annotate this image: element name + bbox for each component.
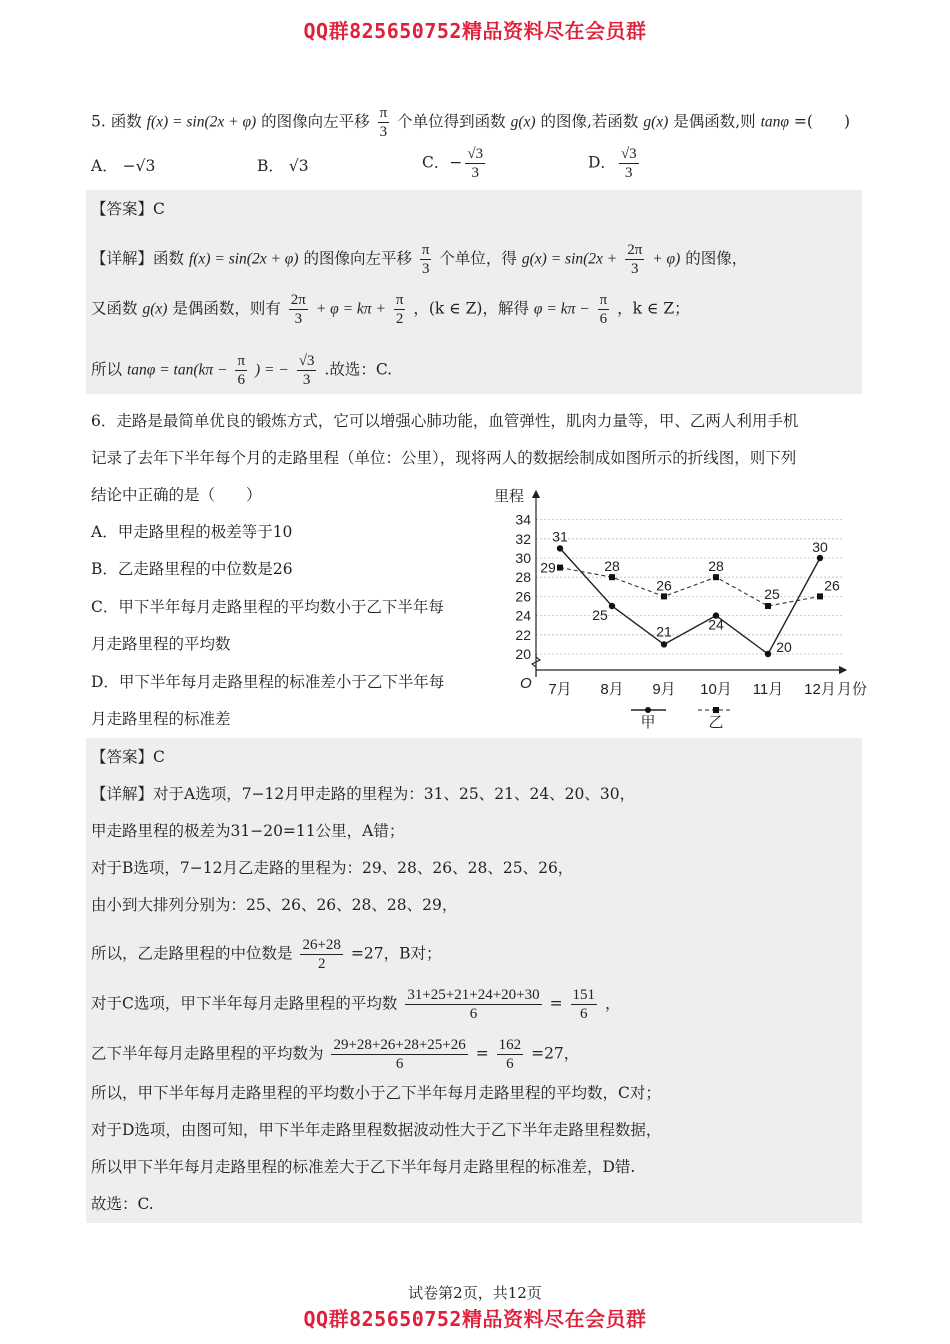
y-tick-30: 30 bbox=[515, 550, 531, 566]
y-tick-28: 28 bbox=[515, 569, 531, 586]
jia-label-2: 21 bbox=[656, 623, 672, 640]
x-tick-5: 12月 bbox=[804, 681, 836, 698]
yi-label-2: 26 bbox=[656, 577, 672, 594]
q5-detail-1: 【详解】函数 f(x) = sin(2x + φ) 的图像向左平移 $\frac{\pi}{3}$ 个单位，得 g(x) = sin(2x + $\frac{2\pi}{3}$ + φ) 的图像， bbox=[91, 242, 748, 277]
walking-distance-chart bbox=[488, 482, 878, 734]
yi-point-1 bbox=[609, 574, 615, 580]
watermark-header: QQ群825650752精品资料尽在会员群 bbox=[303, 19, 647, 43]
jia-label-5: 30 bbox=[812, 539, 828, 555]
y-tick-24: 24 bbox=[515, 607, 531, 624]
q5-option-d: D． $\frac{√3}{3}$ bbox=[588, 146, 637, 181]
q5-detail-3: 所以 tanφ = tan(kπ − $\frac{\pi}{6}$ ) = − $\frac{√3}{3}$ .故选：C. bbox=[91, 353, 393, 388]
yi-label-0: 29 bbox=[540, 559, 556, 576]
x-tick-4: 11月 bbox=[752, 681, 784, 698]
legend-yi-marker bbox=[713, 707, 719, 713]
jia-label-1: 25 bbox=[592, 607, 608, 623]
yi-label-3: 28 bbox=[708, 558, 724, 575]
q5-shift-frac: $\frac{\pi}{3}$ bbox=[379, 105, 388, 140]
q6-detail-8: 所以，甲下半年每月走路里程的平均数小于乙下半年每月走路里程的平均数，C对； bbox=[91, 1084, 661, 1102]
y-tick-32: 32 bbox=[515, 530, 531, 547]
q6-stem-line1: 6．走路是最简单优良的锻炼方式，它可以增强心肺功能，血管弹性，肌肉力量等，甲、乙两人利用手机 bbox=[91, 412, 799, 430]
q5-stem-a: 5. 函数 bbox=[91, 112, 142, 131]
y-tick-20: 20 bbox=[515, 646, 531, 662]
x-axis-title: 月份 bbox=[837, 681, 868, 698]
page-number: 试卷第2页，共12页 bbox=[408, 1284, 542, 1302]
q6-detail-2: 甲走路里程的极差为31−20=11公里，A错； bbox=[91, 822, 405, 840]
yi-label-1: 28 bbox=[604, 558, 620, 575]
q5-gx-2: g(x) bbox=[643, 113, 669, 131]
q6-option-d-2: 月走路里程的标准差 bbox=[91, 710, 231, 728]
q6-detail-4: 由小到大排列分别为：25、26、26、28、28、29， bbox=[91, 896, 458, 914]
q6-option-c-2: 月走路里程的平均数 bbox=[91, 635, 231, 653]
x-tick-3: 10月 bbox=[700, 681, 732, 698]
q6-detail-7: 乙下半年每月走路里程的平均数为 $\frac{29+28+26+28+25+26}{6}$ = $\frac{162}{6}$ =27， bbox=[91, 1037, 580, 1072]
jia-point-4 bbox=[765, 651, 771, 657]
yi-label-5: 26 bbox=[824, 577, 840, 594]
q6-detail-10: 所以甲下半年每月走路里程的标准差大于乙下半年每月走路里程的标准差，D错. bbox=[91, 1158, 636, 1176]
yi-point-4 bbox=[765, 603, 771, 609]
yi-point-5 bbox=[817, 593, 823, 599]
q5-option-a: A． −√3 bbox=[91, 157, 156, 175]
series-yi-line bbox=[560, 568, 820, 606]
q5-option-c: C．− $\frac{√3}{3}$ bbox=[422, 146, 484, 181]
x-tick-1: 8月 bbox=[600, 681, 624, 698]
q5-stem-b: 的图像向左平移 bbox=[261, 112, 370, 131]
q6-detail-6: 对于C选项，甲下半年每月走路里程的平均数 $\frac{31+25+21+24+20+30}{6}$ = $\frac{151}{6}$ ， bbox=[91, 987, 621, 1022]
yi-point-3 bbox=[713, 574, 719, 580]
jia-point-5 bbox=[817, 555, 823, 561]
q6-detail-3: 对于B选项，7−12月乙走路的里程为：29、28、26、28、25、26， bbox=[91, 859, 574, 877]
jia-label-0: 31 bbox=[552, 528, 568, 545]
origin-label: O bbox=[520, 675, 532, 692]
legend-jia-marker bbox=[645, 707, 651, 713]
jia-label-3: 24 bbox=[708, 616, 724, 633]
q5-stem-d: 的图像,若函数 bbox=[540, 112, 639, 131]
q6-detail-1: 【详解】对于A选项，7−12月甲走路的里程为：31、25、21、24、20、30， bbox=[91, 785, 636, 803]
y-tick-34: 34 bbox=[515, 511, 531, 528]
q6-detail-9: 对于D选项，由图可知，甲下半年走路里程数据波动性大于乙下半年走路里程数据， bbox=[91, 1121, 662, 1139]
yi-point-0 bbox=[557, 565, 563, 571]
jia-point-0 bbox=[557, 545, 563, 551]
yi-label-4: 25 bbox=[764, 586, 780, 602]
x-tick-2: 9月 bbox=[652, 681, 676, 698]
q6-option-b: B．乙走路里程的中位数是26 bbox=[91, 560, 293, 578]
q5-func: f(x) = sin(2x + φ) bbox=[146, 113, 257, 131]
x-tick-0: 7月 bbox=[548, 681, 572, 698]
q5-tanphi: tanφ bbox=[760, 113, 789, 131]
q6-detail-11: 故选：C. bbox=[91, 1195, 154, 1213]
q5-answer: 【答案】C bbox=[91, 200, 165, 218]
q5-detail-2: 又函数 g(x) 是偶函数，则有 $\frac{2\pi}{3}$ + φ = kπ + $\frac{\pi}{2}$ ，(k ∈ Z)，解得 φ = kπ − $\frac{\pi}{6}$ ，k ∈ Z； bbox=[91, 292, 690, 327]
q6-answer: 【答案】C bbox=[91, 748, 165, 766]
q6-detail-5: 所以，乙走路里程的中位数是 $\frac{26+28}{2}$ =27，B对； bbox=[91, 937, 442, 972]
q5-stem-f: =( ) bbox=[793, 112, 851, 131]
legend-yi-label: 乙 bbox=[708, 714, 724, 731]
y-tick-26: 26 bbox=[515, 588, 531, 605]
q5-stem bbox=[91, 104, 850, 141]
q5-gx: g(x) bbox=[510, 113, 536, 131]
q6-option-d-1: D．甲下半年每月走路里程的标准差小于乙下半年每 bbox=[91, 673, 445, 691]
yi-point-2 bbox=[661, 593, 667, 599]
legend-jia-label: 甲 bbox=[640, 714, 656, 731]
q6-option-c-1: C．甲下半年每月走路里程的平均数小于乙下半年每 bbox=[91, 598, 444, 616]
q5-stem-c: 个单位得到函数 bbox=[397, 112, 506, 131]
q6-solution-box bbox=[86, 738, 862, 1223]
q6-option-a: A．甲走路里程的极差等于10 bbox=[91, 523, 293, 541]
q5-option-b: B． √3 bbox=[257, 157, 309, 175]
y-tick-22: 22 bbox=[515, 626, 531, 643]
jia-point-1 bbox=[609, 603, 615, 609]
y-axis-title: 里程 bbox=[494, 488, 525, 505]
q5-stem-e: 是偶函数,则 bbox=[673, 112, 756, 131]
q6-stem-line2: 记录了去年下半年每个月的走路里程（单位：公里），现将两人的数据绘制成如图所示的折线图，则下列 bbox=[91, 449, 797, 467]
jia-point-2 bbox=[661, 641, 667, 647]
jia-label-4: 20 bbox=[776, 639, 792, 655]
q6-stem-line3: 结论中正确的是（ ） bbox=[91, 486, 262, 504]
watermark-footer: QQ群825650752精品资料尽在会员群 bbox=[303, 1307, 647, 1331]
